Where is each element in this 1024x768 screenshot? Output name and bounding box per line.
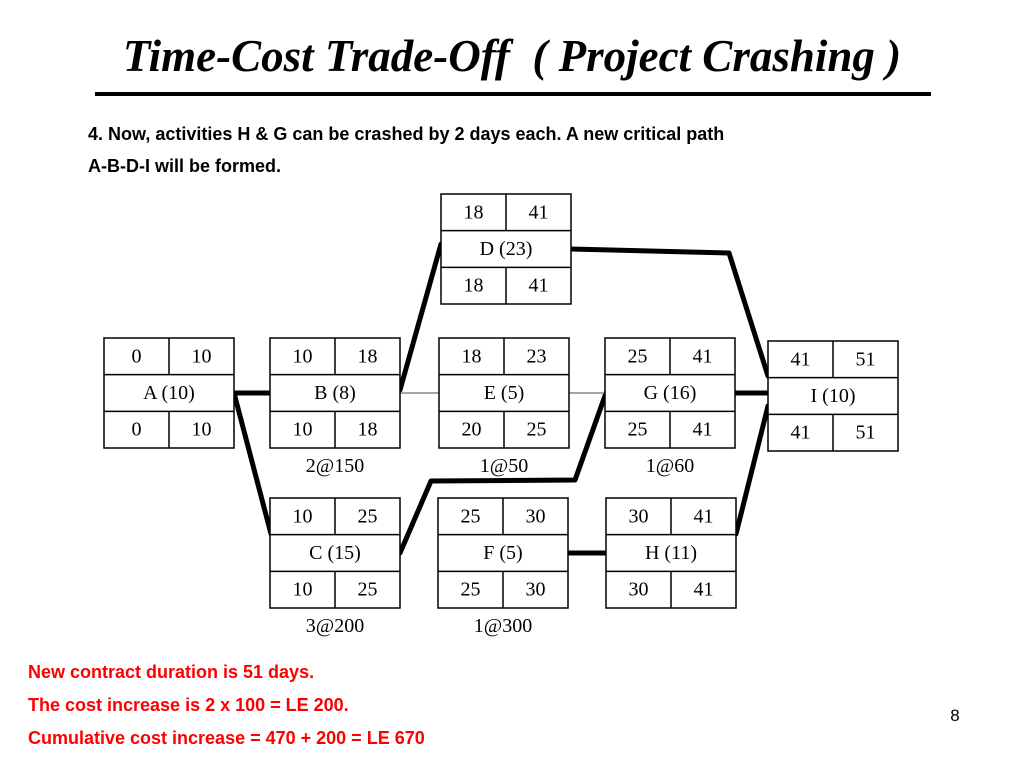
- activity-node-f: [438, 498, 568, 637]
- node-c-early-start: 10: [292, 505, 313, 528]
- page-number: 8: [950, 706, 960, 725]
- node-i-late-finish: 51: [855, 421, 876, 444]
- node-c-early-finish: 25: [357, 505, 378, 528]
- activity-node-g: [605, 338, 735, 477]
- footer-line-cumulative-cost: Cumulative cost increase = 470 + 200 = LE 670: [28, 728, 425, 748]
- activity-node-c: [270, 498, 400, 637]
- node-a-early-finish: 10: [191, 345, 212, 368]
- node-i-late-start: 41: [790, 421, 811, 444]
- node-g-activity-label: G (16): [643, 382, 697, 404]
- activity-node-h: [606, 498, 736, 608]
- node-d-late-finish: 41: [528, 274, 549, 297]
- footer-line-duration: New contract duration is 51 days.: [28, 662, 315, 682]
- edge-b-to-d: [400, 244, 441, 390]
- edge-h-to-i: [736, 406, 768, 534]
- activity-node-e: [439, 338, 569, 477]
- node-g-late-finish: 41: [692, 418, 713, 441]
- intro-line-2: A-B-D-I will be formed.: [88, 156, 281, 176]
- node-b-activity-label: B (8): [314, 382, 356, 404]
- node-d-early-finish: 41: [528, 201, 549, 224]
- node-h-activity-label: H (11): [644, 542, 698, 564]
- node-h-late-finish: 41: [693, 578, 714, 601]
- node-c-crash-cost: 3@200: [305, 615, 365, 637]
- node-g-early-start: 25: [627, 345, 648, 368]
- node-c-late-finish: 25: [357, 578, 378, 601]
- node-b-late-finish: 18: [357, 418, 378, 441]
- node-h-early-finish: 41: [693, 505, 714, 528]
- node-e-late-finish: 25: [526, 418, 547, 441]
- edge-a-to-c: [234, 393, 271, 534]
- node-f-early-finish: 30: [525, 505, 546, 528]
- node-f-late-finish: 30: [525, 578, 546, 601]
- activity-node-d: [441, 194, 571, 304]
- node-b-early-finish: 18: [357, 345, 378, 368]
- network-nodes: [104, 194, 898, 637]
- node-i-activity-label: I (10): [810, 385, 856, 407]
- node-g-late-start: 25: [627, 418, 648, 441]
- node-d-early-start: 18: [463, 201, 484, 224]
- node-g-early-finish: 41: [692, 345, 713, 368]
- activity-node-a: [104, 338, 234, 448]
- node-g-crash-cost: 1@60: [645, 455, 695, 477]
- node-e-crash-cost: 1@50: [479, 455, 529, 477]
- node-d-activity-label: D (23): [479, 238, 533, 260]
- node-e-early-finish: 23: [526, 345, 547, 368]
- node-e-activity-label: E (5): [483, 382, 525, 404]
- node-a-activity-label: A (10): [143, 382, 195, 404]
- node-e-late-start: 20: [461, 418, 482, 441]
- intro-line-1: 4. Now, activities H & G can be crashed by 2 days each. A new critical path: [88, 124, 725, 144]
- node-i-early-start: 41: [790, 348, 811, 371]
- node-a-late-finish: 10: [191, 418, 212, 441]
- node-i-early-finish: 51: [855, 348, 876, 371]
- node-b-late-start: 10: [292, 418, 313, 441]
- footer-line-cost-increase: The cost increase is 2 x 100 = LE 200.: [28, 695, 349, 715]
- node-c-late-start: 10: [292, 578, 313, 601]
- node-h-late-start: 30: [628, 578, 649, 601]
- node-d-late-start: 18: [463, 274, 484, 297]
- node-b-crash-cost: 2@150: [305, 455, 365, 477]
- node-f-early-start: 25: [460, 505, 481, 528]
- activity-node-i: [768, 341, 898, 451]
- node-a-early-start: 0: [131, 345, 142, 368]
- node-h-early-start: 30: [628, 505, 649, 528]
- node-c-activity-label: C (15): [309, 542, 361, 564]
- slide-title: Time-Cost Trade-Off ( Project Crashing ): [122, 31, 902, 81]
- activity-node-b: [270, 338, 400, 477]
- node-e-early-start: 18: [461, 345, 482, 368]
- node-a-late-start: 0: [131, 418, 142, 441]
- node-f-activity-label: F (5): [483, 542, 523, 564]
- node-b-early-start: 10: [292, 345, 313, 368]
- node-f-late-start: 25: [460, 578, 481, 601]
- node-f-crash-cost: 1@300: [473, 615, 533, 637]
- footer-summary: [28, 656, 425, 755]
